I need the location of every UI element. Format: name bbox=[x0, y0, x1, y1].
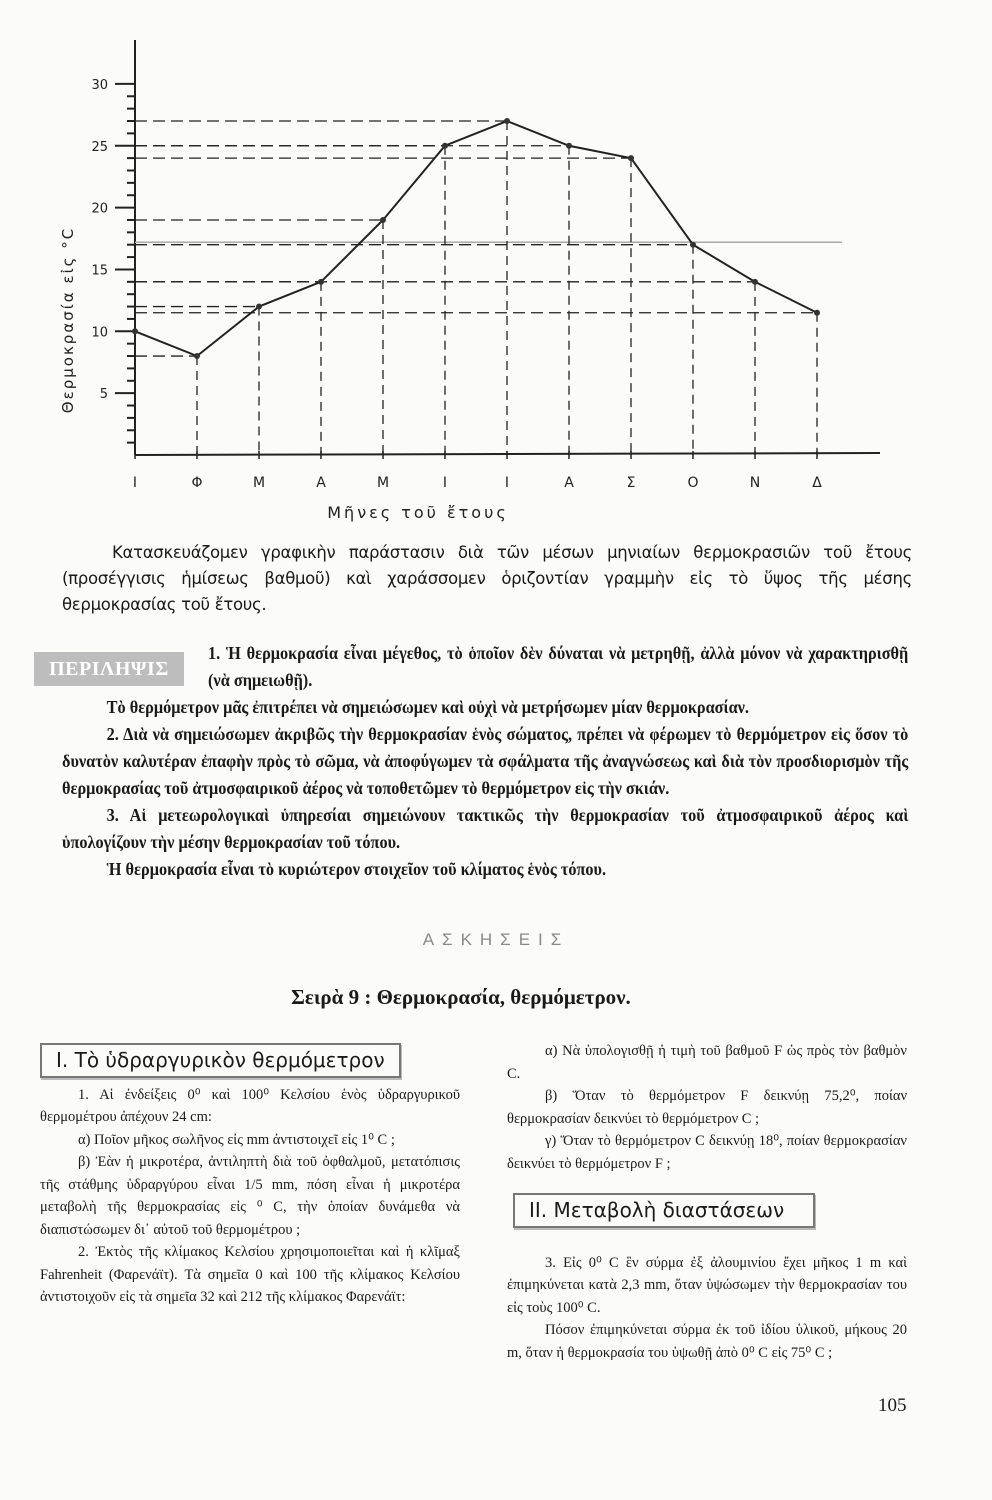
exercise-3: 3. Εἰς 0⁰ C ἓν σύρμα ἐξ ἀλουμινίου ἔχει μῆκος 1 m καὶ ἐπιμηκύνεται κατὰ 2,3 mm, ὅταν ὑψώσωμεν τὴν θερμοκρασίαν του εἰς τοὺς 100⁰ C. bbox=[507, 1254, 907, 1316]
x-tick-label: Ι bbox=[132, 475, 138, 491]
series-title: Σειρὰ 9 : Θερμοκρασία, θερμόμετρον. bbox=[291, 985, 631, 1009]
x-axis-label: Μῆνες τοῦ ἔτους bbox=[327, 503, 509, 522]
summary-item-1b: Τὸ θερμόμετρον μᾶς ἐπιτρέπει νὰ σημειώσωμεν καὶ οὐχὶ νὰ μετρήσωμεν μίαν θερμοκρασίαν. bbox=[106, 697, 749, 717]
page-number: 105 bbox=[878, 1395, 907, 1416]
temperature-chart bbox=[0, 0, 992, 530]
data-point bbox=[194, 353, 200, 359]
section-heading-1: Ι. Τὸ ὑδραργυρικὸν θερμόμετρον bbox=[40, 1043, 401, 1078]
exercise-2a: α) Νὰ ὑπολογισθῇ ἡ τιμὴ τοῦ βαθμοῦ F ὡς πρὸς τὸν βαθμὸν C. bbox=[507, 1043, 907, 1082]
intro-text: Κατασκευάζομεν γραφικὴν παράστασιν διὰ τῶν μέσων μηνιαίων θερμοκρασιῶν τοῦ ἔτους (προσέγγισις ἡμίσεως βαθμοῦ) καὶ χαράσσομεν ὁριζοντίαν γραμμὴν εἰς τὸ ὕψος τῆς μέσης θερμοκρασίας τοῦ ἔτους. bbox=[62, 543, 912, 614]
y-tick-label: 20 bbox=[91, 201, 108, 217]
data-point bbox=[380, 217, 386, 223]
x-tick-label: Ν bbox=[749, 475, 761, 491]
exercise-1a: α) Ποῖον μῆκος σωλῆνος εἰς mm ἀντιστοιχεῖ εἰς 1⁰ C ; bbox=[78, 1131, 395, 1148]
data-point bbox=[690, 242, 696, 248]
summary-item-2: 2. Διὰ νὰ σημειώσωμεν ἀκριβῶς τὴν θερμοκρασίαν ἑνὸς σώματος, πρέπει νὰ φέρωμεν τὸ θερμόμετρον εἰς ὅσον τὸ δυνατὸν καλυτέραν ἐπαφὴν πρὸς τὸ σῶμα, νὰ ἀποφύγωμεν τὰ σφάλματα τῆς ἀναγνώσεως καὶ διὰ τὸν προσδιορισμὸν τῆς θερμοκρασίας τοῦ ἀτμοσφαιρικοῦ ἀέρος νὰ τοποθετῶμεν τὸ θερμόμετρον εἰς τὴν σκιάν. bbox=[62, 724, 909, 798]
exercise-3b: Πόσον ἐπιμηκύνεται σύρμα ἐκ τοῦ ἰδίου ὑλικοῦ, μήκους 20 m, ὅταν ἡ θερμοκρασία του ὑψωθῇ ἀπὸ 0⁰ C εἰς 75⁰ C ; bbox=[507, 1322, 907, 1361]
right-column bbox=[507, 1040, 907, 1364]
data-point bbox=[504, 118, 510, 124]
data-point bbox=[566, 143, 572, 149]
exercises-heading: ΑΣΚΗΣΕΙΣ bbox=[422, 930, 570, 949]
exercise-1: 1. Αἱ ἐνδείξεις 0⁰ καὶ 100⁰ Κελσίου ἑνὸς ὑδραργυρικοῦ θερμομέτρου ἀπέχουν 24 cm: bbox=[40, 1086, 460, 1125]
y-axis-label: Θερμοκρασία εἰς °C bbox=[59, 226, 77, 414]
y-tick-label: 30 bbox=[91, 77, 108, 93]
summary-section bbox=[62, 640, 908, 883]
section-heading-2: ΙΙ. Μεταβολὴ διαστάσεων bbox=[513, 1193, 815, 1228]
x-tick-label: Δ bbox=[812, 475, 822, 491]
temperature-series-line bbox=[135, 121, 817, 356]
x-tick-label: Α bbox=[564, 475, 574, 491]
left-column bbox=[40, 1043, 460, 1309]
x-tick-label: Μ bbox=[252, 475, 266, 491]
summary-item-3b: Ἡ θερμοκρασία εἶναι τὸ κυριώτερον στοιχεῖον τοῦ κλίματος ἑνὸς τόπου. bbox=[106, 859, 607, 879]
y-tick-label: 25 bbox=[91, 139, 108, 155]
data-point bbox=[442, 143, 448, 149]
data-point bbox=[132, 328, 138, 334]
summary-item-3: 3. Αἱ μετεωρολογικαὶ ὑπηρεσίαι σημειώνουν τακτικῶς τὴν θερμοκρασίαν τοῦ ἀτμοσφαιρικοῦ ἀέρος καὶ ὑπολογίζουν τὴν μέσην θερμοκρασίαν τοῦ τόπου. bbox=[62, 805, 909, 852]
summary-badge: ΠΕΡΙΛΗΨΙΣ bbox=[34, 652, 184, 686]
y-tick-label: 10 bbox=[91, 325, 108, 341]
intro-paragraph bbox=[62, 540, 912, 618]
exercise-2c: γ) Ὅταν τὸ θερμόμετρον C δεικνύῃ 18⁰, ποίαν θερμοκρασίαν δεικνύει τὸ θερμόμετρον F ; bbox=[507, 1133, 907, 1172]
x-tick-label: Ο bbox=[687, 475, 699, 491]
y-tick-label: 5 bbox=[99, 387, 108, 403]
x-tick-label: Μ bbox=[376, 475, 390, 491]
data-point bbox=[318, 279, 324, 285]
x-tick-label: Ι bbox=[504, 475, 510, 491]
x-tick-label: Ι bbox=[442, 475, 448, 491]
exercise-2b: β) Ὅταν τὸ θερμόμετρον F δεικνύῃ 75,2⁰, ποίαν θερμοκρασίαν δεικνύει τὸ θερμόμετρον C ; bbox=[507, 1088, 907, 1127]
x-tick-label: Σ bbox=[626, 475, 636, 491]
x-tick-label: Α bbox=[316, 475, 326, 491]
y-tick-label: 15 bbox=[91, 263, 108, 279]
summary-item-1: 1. Ἡ θερμοκρασία εἶναι μέγεθος, τὸ ὁποῖον δὲν δύναται νὰ μετρηθῇ, ἀλλὰ μόνον νὰ χαρακτηρισθῇ (νὰ σημειωθῇ). bbox=[208, 643, 909, 690]
data-point bbox=[752, 279, 758, 285]
exercise-1b: β) Ἐὰν ἡ μικροτέρα, ἀντιληπτὴ διὰ τοῦ ὀφθαλμοῦ, μετατόπισις τῆς στάθμης ὑδραργύρου εἶναι 1/5 mm, πόση εἶναι ἡ μικροτέρα μεταβολὴ τῆς θερμοκρασίας εἰς ⁰ C, τὴν ὁποίαν δυνάμεθα νὰ διαπιστώσωμεν δι᾿ αὐτοῦ τοῦ θερμομέτρου ; bbox=[40, 1154, 460, 1238]
exercise-2: 2. Ἐκτὸς τῆς κλίμακος Κελσίου χρησιμοποιεῖται καὶ ἡ κλῖμαξ Fahrenheit (Φαρενάϊτ). Τὰ σημεῖα 0 καὶ 100 τῆς κλίμακος Κελσίου ἀντιστοιχοῦν εἰς τὰ σημεῖα 32 καὶ 212 τῆς κλίμακος Φαρενάϊτ: bbox=[40, 1244, 460, 1305]
data-point bbox=[814, 310, 820, 316]
x-tick-label: Φ bbox=[191, 475, 203, 491]
data-point bbox=[256, 304, 262, 310]
data-point bbox=[628, 155, 634, 161]
